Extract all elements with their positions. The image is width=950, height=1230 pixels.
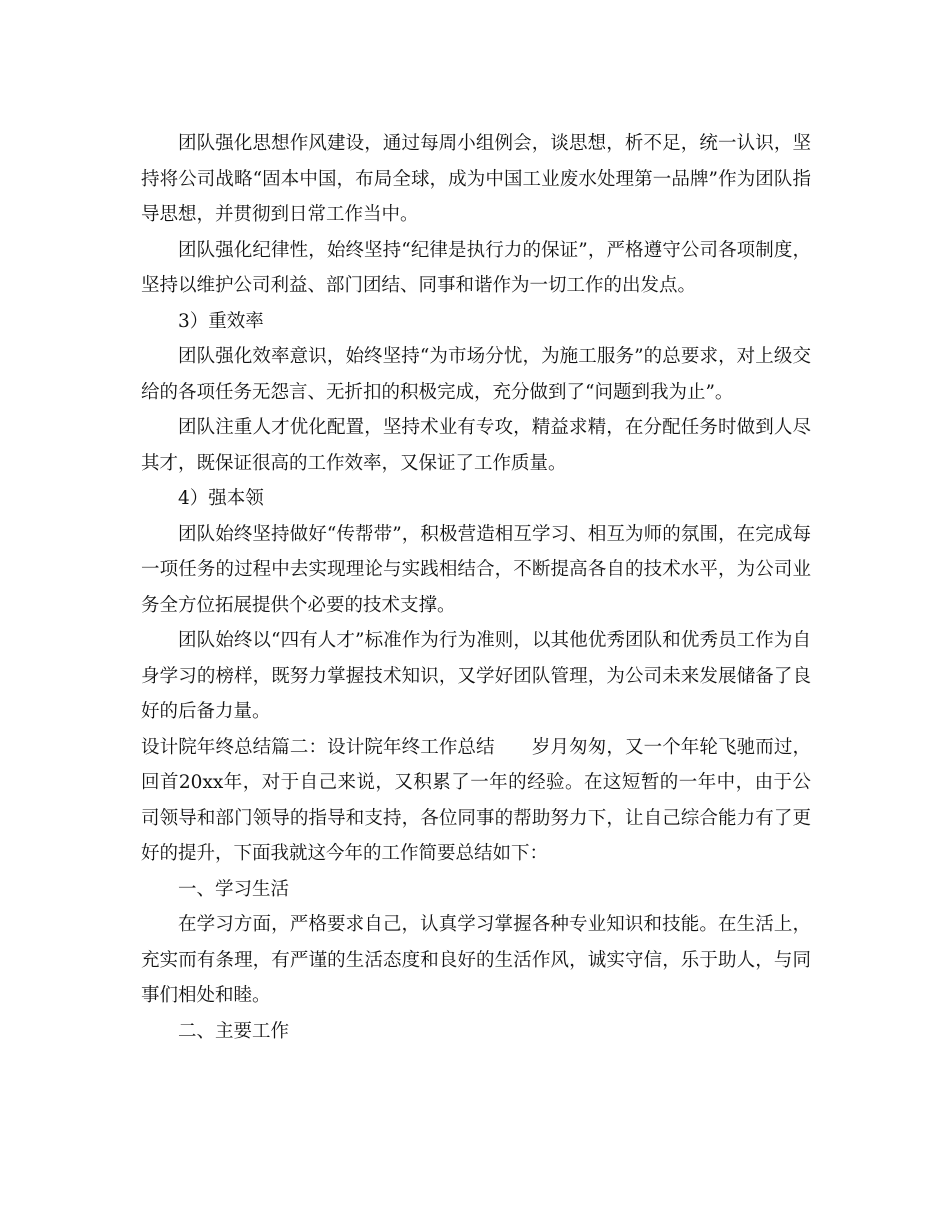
paragraph-ideology: 团队强化思想作风建设，通过每周小组例会，谈思想，析不足，统一认识，坚持将公司战略“固本中国，布局全球，成为中国工业废水处理第一品牌”作为团队指导思想，并贯彻到日常工作当中。 — [141, 133, 811, 225]
paragraph-talent: 团队注重人才优化配置，坚持术业有专攻，精益求精，在分配任务时做到人尽其才，既保证很高的工作效率，又保证了工作质量。 — [141, 417, 811, 474]
paragraph-mentoring: 团队始终坚持做好“传帮带”，积极营造相互学习、相互为师的氛围，在完成每一项任务的过程中去实现理论与实践相结合，不断提高各自的技术水平，为公司业务全方位拓展提供个必要的技术支撑。 — [141, 523, 811, 616]
section-heading-skills: 4）强本领 — [178, 488, 264, 509]
section-heading-main-work: 二、主要工作 — [178, 1020, 290, 1042]
paragraph-standards: 团队始终以“四有人才”标准作为行为准则，以其他优秀团队和优秀员工作为自身学习的榜样，既努力掌握技术知识，又学好团队管理，为公司未来发展储备了良好的后备力量。 — [141, 630, 811, 722]
paragraph-discipline: 团队强化纪律性，始终坚持“纪律是执行力的保证”，严格遵守公司各项制度，坚持以维护公司利益、部门团结、同事和谐作为一切工作的出发点。 — [141, 239, 811, 296]
section-heading-study-life: 一、学习生活 — [178, 878, 290, 900]
document-body — [141, 126, 811, 1049]
paragraph-study-life: 在学习方面，严格要求自己，认真学习掌握各种专业知识和技能。在生活上，充实而有条理，有严谨的生活态度和良好的生活作风，诚实守信，乐于助人，与同事们相处和睦。 — [141, 914, 811, 1006]
paragraph-summary-two: 设计院年终总结篇二：设计院年终工作总结 岁月匆匆，又一个年轮飞驰而过，回首20xx年，对于自己来说，又积累了一年的经验。在这短暂的一年中，由于公司领导和部门领导的指导和支持，各位同事的帮助努力下，让自己综合能力有了更好的提升，下面我就这今年的工作简要总结如下： — [141, 736, 811, 864]
section-heading-efficiency: 3）重效率 — [178, 310, 264, 332]
paragraph-efficiency: 团队强化效率意识，始终坚持“为市场分忧，为施工服务”的总要求，对上级交给的各项任务无怨言、无折扣的积极完成，充分做到了“问题到我为止”。 — [141, 346, 811, 403]
